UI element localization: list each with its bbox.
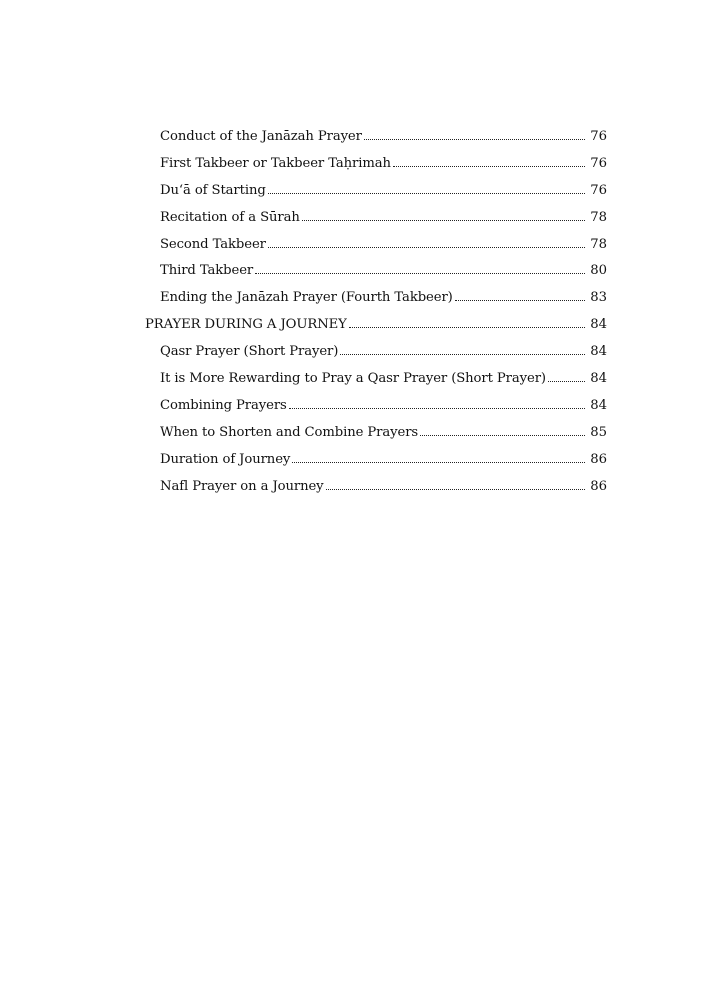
dot-leader xyxy=(420,435,585,436)
toc-entry[interactable] xyxy=(160,393,607,420)
toc-entry-page: 78 xyxy=(590,209,607,225)
toc-section-heading[interactable] xyxy=(145,312,607,339)
toc-entry-title: Combining Prayers xyxy=(160,397,287,413)
dot-leader xyxy=(340,354,585,355)
toc-entry[interactable] xyxy=(160,420,607,447)
dot-leader xyxy=(326,489,585,490)
dot-leader xyxy=(455,300,585,301)
toc-entry[interactable] xyxy=(160,151,607,178)
toc-entry[interactable] xyxy=(160,258,607,285)
toc-entry-page: 76 xyxy=(590,182,607,198)
toc-entry-title: Duration of Journey xyxy=(160,451,291,467)
toc-entry[interactable] xyxy=(160,474,607,501)
dot-leader xyxy=(255,273,585,274)
dot-leader xyxy=(302,220,585,221)
toc-entry-title: Third Takbeer xyxy=(160,263,254,279)
dot-leader xyxy=(548,381,585,382)
toc-entry-page: 85 xyxy=(590,424,607,440)
dot-leader xyxy=(268,247,585,248)
toc-entry-page: 84 xyxy=(590,317,607,333)
toc-entry-title: Recitation of a Sūrah xyxy=(160,209,300,225)
toc-entry-title: First Takbeer or Takbeer Taḥrimah xyxy=(160,155,391,171)
toc-entry[interactable] xyxy=(160,366,607,393)
toc-entry-page: 80 xyxy=(590,263,607,279)
toc-entry[interactable] xyxy=(160,285,607,312)
dot-leader xyxy=(289,408,585,409)
toc-entry-title: It is More Rewarding to Pray a Qasr Prayer (Short Prayer) xyxy=(160,371,546,387)
toc-entry[interactable] xyxy=(160,339,607,366)
toc-entry-title: When to Shorten and Combine Prayers xyxy=(160,424,419,440)
toc-entry-page: 86 xyxy=(590,478,607,494)
toc-entry-page: 86 xyxy=(590,451,607,467)
table-of-contents xyxy=(0,124,720,500)
toc-entry-title: PRAYER DURING A JOURNEY xyxy=(145,317,347,333)
toc-entry-title: Second Takbeer xyxy=(160,236,266,252)
toc-entry[interactable] xyxy=(160,124,607,151)
toc-entry-page: 76 xyxy=(590,155,607,171)
toc-entry-title: Du‘ā of Starting xyxy=(160,182,266,198)
toc-entry-page: 84 xyxy=(590,371,607,387)
dot-leader xyxy=(364,139,585,140)
toc-entry-page: 84 xyxy=(590,397,607,413)
toc-entry[interactable] xyxy=(160,447,607,474)
toc-entry-title: Nafl Prayer on a Journey xyxy=(160,478,324,494)
toc-entry-title: Conduct of the Janāzah Prayer xyxy=(160,129,362,144)
dot-leader xyxy=(349,327,585,328)
toc-entry-page: 78 xyxy=(590,236,607,252)
dot-leader xyxy=(393,166,585,167)
dot-leader xyxy=(268,193,585,194)
toc-entry[interactable] xyxy=(160,178,607,205)
dot-leader xyxy=(292,462,585,463)
toc-entry-title: Ending the Janāzah Prayer (Fourth Takbeer) xyxy=(160,290,453,306)
toc-entry[interactable] xyxy=(160,205,607,232)
toc-entry-page: 84 xyxy=(590,344,607,360)
toc-entry[interactable] xyxy=(160,232,607,259)
toc-entry-page: 76 xyxy=(590,129,607,144)
toc-entry-title: Qasr Prayer (Short Prayer) xyxy=(160,344,339,360)
toc-entry-page: 83 xyxy=(590,290,607,306)
